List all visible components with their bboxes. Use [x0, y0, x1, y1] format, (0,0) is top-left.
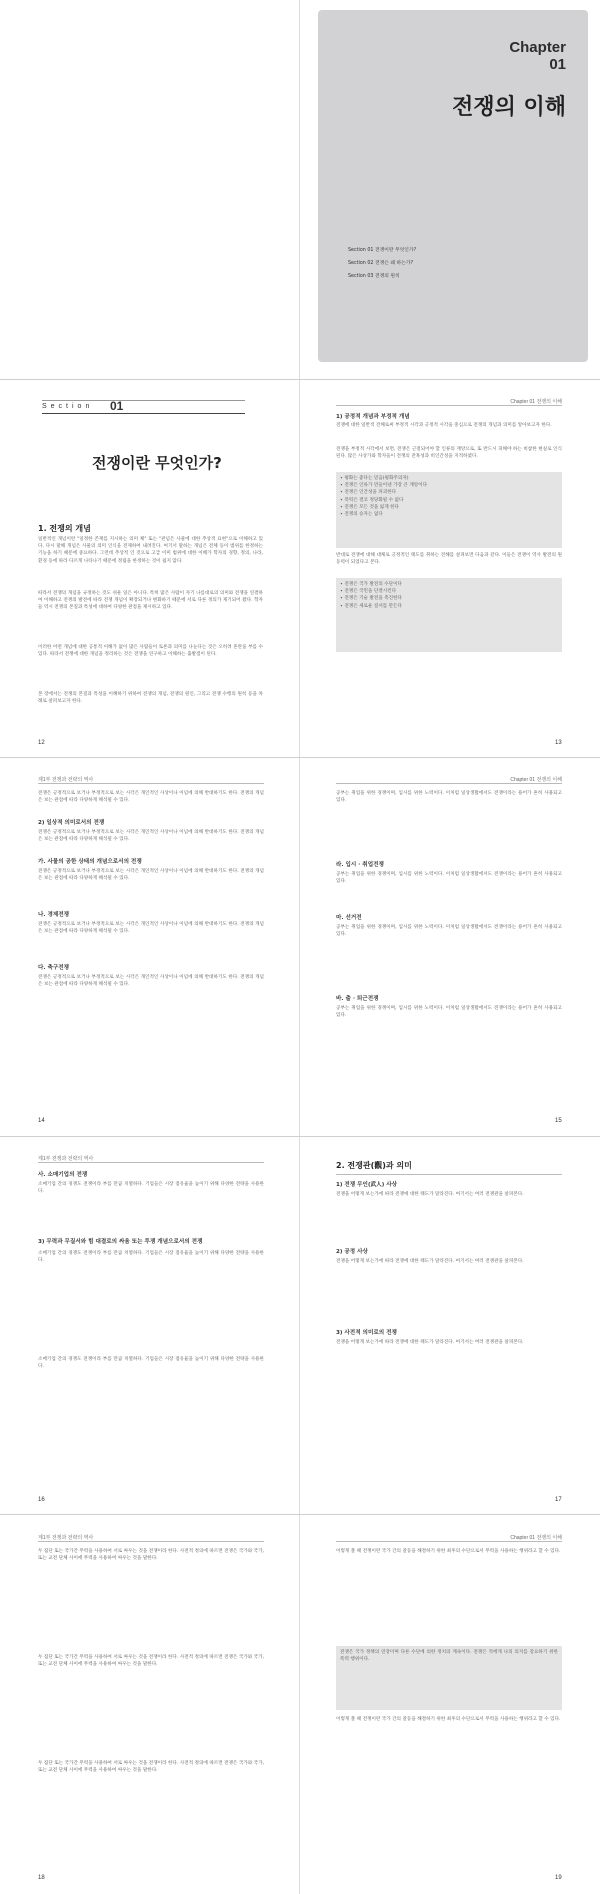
- running-rule: [38, 1162, 264, 1163]
- subheading: 다. 축구전쟁: [38, 965, 70, 971]
- body-paragraph: 소매기업 간의 경쟁도 전쟁이라 부를 만큼 치열하다. 기업들은 시장 점유율을 높이기 위해 다양한 전략을 사용한다.: [38, 1357, 264, 1370]
- running-rule: [336, 1541, 562, 1542]
- quote-box-text: 전쟁은 국가 정책의 연장이며 다른 수단에 의한 정치의 계속이다. 전쟁은 적에게 나의 의지를 강요하기 위한 폭력 행위이다.: [340, 1650, 558, 1663]
- running-rule: [38, 783, 264, 784]
- running-rule: [336, 783, 562, 784]
- toc-item: Section 01 전쟁이란 무엇인가?: [348, 248, 417, 253]
- page-number: 18: [38, 1875, 45, 1881]
- body-paragraph: 소매기업 간의 경쟁도 전쟁이라 부를 만큼 치열하다. 기업들은 시장 점유율을 높이기 위해 다양한 전략을 사용한다.: [38, 1251, 264, 1264]
- quote-box: [336, 1646, 562, 1710]
- body-paragraph: 일반적인 개념이란 "일정한 존재를 지시하는 의미 체" 또는 "관념은 사물에 대한 추상적 표현"으로 이해하고 있다. 다시 말해 개념은 사물의 의미 인식을 전제하여 내려진다. 여기서 말하는 개념은 전체 등이 범위를 한정하는 기능을 하기 때문에 중요하다. 그런데 추상적 인 것으로 고급 이미 범위에 대한 이해가 학자의 경향, 정의, 나라, 환경 등에 따라 다르게 나타나기 때문에 정립을 한정하는 것이 쉽지 않다.: [38, 537, 263, 564]
- page-number: 16: [38, 1497, 45, 1503]
- spread-gutter: [299, 0, 300, 1894]
- body-paragraph: 전쟁은 긍정적으로 보거나 부정적으로 보는 시각은 개인적인 사상이나 이념에 의해 반대하기도 한다. 전쟁의 개념은 보는 관점에 따라 다양하게 해석될 수 있다.: [38, 922, 264, 935]
- chapter-cover: [318, 10, 588, 362]
- body-paragraph: 이렇게 볼 때 전쟁이란 국가 간의 갈등을 해결하기 위한 최후의 수단으로서 무력을 사용하는 행위라고 할 수 있다.: [336, 1717, 561, 1722]
- body-paragraph: 공부는 취업을 위한 경쟁이며, 입시를 위한 노력이다. 이처럼 일상생활에서도 전쟁이라는 용어가 흔히 사용되고 있다.: [336, 925, 562, 938]
- subheading: 라. 입시 · 취업전쟁: [336, 862, 384, 868]
- page-number: 17: [555, 1497, 562, 1503]
- section-number: 01: [110, 399, 124, 413]
- heading: 2. 전쟁관(觀)과 의미: [336, 1161, 412, 1170]
- body-paragraph: 공부는 취업을 위한 경쟁이며, 입시를 위한 노력이다. 이처럼 일상생활에서도 전쟁이라는 용어가 흔히 사용되고 있다.: [336, 872, 562, 885]
- body-paragraph: 반대로 전쟁에 대해 대체로 긍정적인 태도를 취하는 견해를 살펴보면 다음과 같다. 이들은 전쟁이 역사 발전의 원동력이 되었다고 본다.: [336, 553, 562, 566]
- toc-item: Section 02 전쟁은 왜 하는가?: [348, 261, 414, 266]
- body-paragraph: 전쟁은 긍정적으로 보거나 부정적으로 보는 시각은 개인적인 사상이나 이념에 의해 반대하기도 한다. 전쟁의 개념은 보는 관점에 따라 다양하게 해석될 수 있다.: [38, 830, 264, 843]
- running-head: 제1부 전쟁과 전략의 역사: [38, 1535, 94, 1541]
- subheading: 3) 사전적 의미로의 전쟁: [336, 1330, 397, 1336]
- page-number: 15: [555, 1118, 562, 1124]
- body-paragraph: 소매기업 간의 경쟁도 전쟁이라 부를 만큼 치열하다. 기업들은 시장 점유율을 높이기 위해 다양한 전략을 사용한다.: [38, 1182, 264, 1195]
- section-title: 전쟁이란 무엇인가?: [92, 454, 222, 472]
- running-head: Chapter 01 전쟁의 이해: [510, 399, 562, 405]
- subheading: 나. 경제전쟁: [38, 912, 70, 918]
- body-paragraph: 전쟁을 어떻게 보는가에 따라 전쟁에 대한 태도가 달라진다. 여기서는 여러 전쟁관을 살펴본다.: [336, 1259, 524, 1264]
- subheading: 2) 공정 사상: [336, 1249, 368, 1255]
- body-paragraph: 이렇게 볼 때 전쟁이란 국가 간의 갈등을 해결하기 위한 최후의 수단으로서 무력을 사용하는 행위라고 할 수 있다.: [336, 1549, 561, 1554]
- body-paragraph: 전쟁을 어떻게 보는가에 따라 전쟁에 대한 태도가 달라진다. 여기서는 여러 전쟁관을 살펴본다.: [336, 1340, 524, 1345]
- running-head: Chapter 01 전쟁의 이해: [510, 777, 562, 783]
- heading: 1. 전쟁의 개념: [38, 524, 91, 533]
- section-word: Section: [42, 403, 94, 410]
- body-paragraph: 두 집단 또는 국가간 무력을 사용하여 서로 싸우는 것을 전쟁이라 한다. 사전적 정의에 따르면 전쟁은 국가와 국가, 또는 교전 단체 사이에 무력을 사용하여 싸우는 것을 말한다.: [38, 1655, 264, 1668]
- subheading: 가. 사물의 공한 상태의 개념으로서의 전쟁: [38, 859, 142, 865]
- page-number: 19: [555, 1875, 562, 1881]
- quote-box-text: ∙ 전쟁은 국가 발전의 수단이다 ∙ 전쟁은 국민을 단결시킨다 ∙ 전쟁은 기술 발전을 촉진한다 ∙ 전쟁은 새로운 질서를 만든다: [340, 582, 402, 609]
- quote-box: [336, 578, 562, 652]
- body-paragraph: 따라서 전쟁의 개념을 규정하는 것도 쉬운 일은 아니다. 특히 많은 사람이 자기 나름대로의 의미와 전쟁을 연결하여 이해하고 전쟁의 발전에 따라 전쟁 개념이 확장되거나 변화하기 때문에 서로 다른 정의가 제기되어 왔다. 학자들 역시 전쟁의 본질과 특성에 대하여 다양한 관점을 제시하고 있다.: [38, 591, 263, 611]
- chapter-title: 전쟁의 이해: [452, 95, 566, 120]
- page-number: 13: [555, 740, 562, 746]
- spread-divider: [0, 379, 600, 380]
- toc-item: Section 03 전쟁의 원칙: [348, 274, 400, 279]
- spread-divider: [0, 757, 600, 758]
- body-paragraph: 전쟁을 어떻게 보는가에 따라 전쟁에 대한 태도가 달라진다. 여기서는 여러 전쟁관을 살펴본다.: [336, 1192, 524, 1197]
- subheading: 사. 소매기업의 전쟁: [38, 1172, 88, 1178]
- spread-divider: [0, 1514, 600, 1515]
- body-paragraph: 두 집단 또는 국가간 무력을 사용하여 서로 싸우는 것을 전쟁이라 한다. 사전적 정의에 따르면 전쟁은 국가와 국가, 또는 교전 단체 사이에 무력을 사용하여 싸우는 것을 말한다.: [38, 1549, 264, 1562]
- subheading: 마. 선거전: [336, 915, 362, 921]
- running-rule: [336, 1174, 562, 1175]
- chapter-label: Chapter: [509, 39, 566, 56]
- body-paragraph: 전쟁은 긍정적으로 보거나 부정적으로 보는 시각은 개인적인 사상이나 이념에 의해 반대하기도 한다. 전쟁의 개념은 보는 관점에 따라 다양하게 해석될 수 있다.: [38, 791, 264, 804]
- running-head: Chapter 01 전쟁의 이해: [510, 1535, 562, 1541]
- body-paragraph: 두 집단 또는 국가간 무력을 사용하여 서로 싸우는 것을 전쟁이라 한다. 사전적 정의에 따르면 전쟁은 국가와 국가, 또는 교전 단체 사이에 무력을 사용하여 싸우는 것을 말한다.: [38, 1761, 264, 1774]
- body-paragraph: 이러한 어떤 개념에 대한 공통적 이해가 없이 많은 사람들이 토론과 의미를 나눈다는 것은 오히려 혼란을 부를 수 있다. 따라서 전쟁에 대한 개념을 정리하는 것은 전쟁을 연구하고 이해하는 출발점이 된다.: [38, 645, 263, 658]
- quote-box: [336, 472, 562, 548]
- running-head: 제1부 전쟁과 전략의 역사: [38, 1156, 94, 1162]
- body-paragraph: 전쟁은 긍정적으로 보거나 부정적으로 보는 시각은 개인적인 사상이나 이념에 의해 반대하기도 한다. 전쟁의 개념은 보는 관점에 따라 다양하게 해석될 수 있다.: [38, 869, 264, 882]
- heading: 2) 일상적 의미로서의 전쟁: [38, 820, 105, 826]
- running-rule: [38, 1541, 264, 1542]
- page-number: 12: [38, 740, 45, 746]
- subheading: 1) 전쟁 무인(武人) 사상: [336, 1182, 398, 1188]
- body-paragraph: 전쟁에 대한 일반적 견해로써 부정적 시각과 긍정적 시각을 중심으로 전쟁의 개념과 의미를 알아보고자 한다.: [336, 423, 552, 428]
- quote-box-text: ∙ 평화는 좋다는 믿음(평화주의자) ∙ 전쟁은 인류가 만들어낸 가장 큰 재앙이다 ∙ 전쟁은 인간성을 파괴한다 ∙ 폭력은 결코 정당화될 수 없다 ∙ 전쟁은 모든 것을 잃게 한다 ∙ 전쟁의 승자는 없다: [340, 476, 428, 518]
- page-number: 14: [38, 1118, 45, 1124]
- subheading: 바. 출 · 퇴근전쟁: [336, 996, 379, 1002]
- subheading: 3) 무력과 무질서와 힘 대결로의 싸움 또는 투쟁 개념으로서의 전쟁: [38, 1239, 203, 1245]
- running-rule: [336, 405, 562, 406]
- heading: 1) 공정적 개념과 부정적 개념: [336, 414, 410, 420]
- chapter-number: 01: [549, 56, 566, 73]
- body-paragraph: 본 장에서는 전쟁의 본질과 특성을 이해하기 위하여 전쟁의 개념, 전쟁의 원인, 그리고 전쟁 수행의 원칙 등을 차례로 살펴보고자 한다.: [38, 692, 263, 705]
- spread-divider: [0, 1136, 600, 1137]
- body-paragraph: 전쟁을 부정적 시각에서 보면, 전쟁은 근절되어야 할 인류의 재앙으로, 또 반드시 피해야 하는 비참한 현실로 인식된다. 많은 사상가와 학자들이 전쟁의 잔혹성과 비인간성을 지적하였다.: [336, 447, 562, 460]
- body-paragraph: 공부는 취업을 위한 경쟁이며, 입시를 위한 노력이다. 이처럼 일상생활에서도 전쟁이라는 용어가 흔히 사용되고 있다.: [336, 791, 562, 804]
- body-paragraph: 전쟁은 긍정적으로 보거나 부정적으로 보는 시각은 개인적인 사상이나 이념에 의해 반대하기도 한다. 전쟁의 개념은 보는 관점에 따라 다양하게 해석될 수 있다.: [38, 975, 264, 988]
- running-head: 제1부 전쟁과 전략의 역사: [38, 777, 94, 783]
- body-paragraph: 공부는 취업을 위한 경쟁이며, 입시를 위한 노력이다. 이처럼 일상생활에서도 전쟁이라는 용어가 흔히 사용되고 있다.: [336, 1006, 562, 1019]
